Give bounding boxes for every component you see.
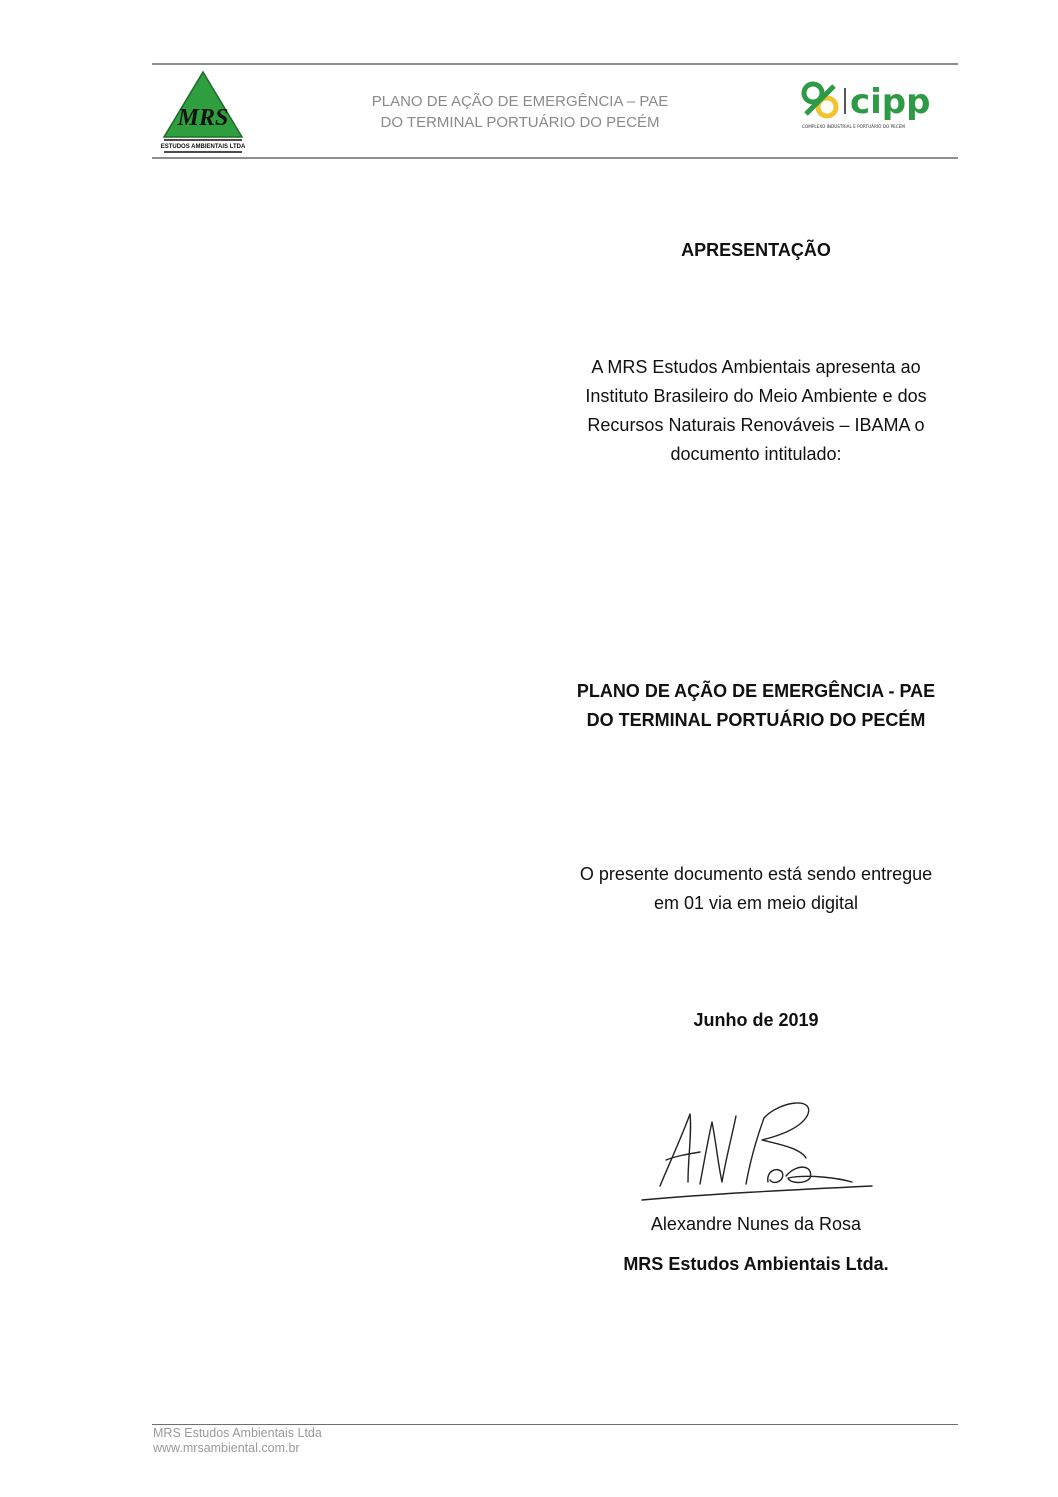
footer [153, 1426, 322, 1456]
header-title [330, 91, 710, 133]
delivery-line-1: O presente documento está sendo entregue [579, 864, 933, 884]
intro-line: Instituto Brasileiro do Meio Ambiente e dos [585, 386, 927, 406]
header-title-line-2: DO TERMINAL PORTUÁRIO DO PECÉM [380, 114, 660, 131]
intro-line: Recursos Naturais Renováveis – IBAMA o [587, 415, 925, 435]
intro-paragraph [556, 353, 956, 469]
document-title [540, 677, 972, 735]
document-title-line-1: PLANO DE AÇÃO DE EMERGÊNCIA - PAE [576, 681, 936, 701]
signer-name: Alexandre Nunes da Rosa [650, 1214, 862, 1234]
delivery-line-2: em 01 via em meio digital [653, 893, 859, 913]
header-top-rule [152, 63, 958, 65]
cipp-logo [800, 80, 948, 132]
handwritten-signature [638, 1092, 874, 1202]
footer-website: www.mrsambiental.com.br [153, 1441, 300, 1455]
document-title-line-2: DO TERMINAL PORTUÁRIO DO PECÉM [586, 710, 926, 730]
footer-rule [152, 1424, 958, 1425]
svg-text:ESTUDOS AMBIENTAIS LTDA: ESTUDOS AMBIENTAIS LTDA [160, 144, 246, 150]
header-title-line-1: PLANO DE AÇÃO DE EMERGÊNCIA – PAE [371, 93, 669, 110]
svg-text:COMPLEXO INDUSTRIAL E PORTUÁRI: COMPLEXO INDUSTRIAL E PORTUÁRIO DO PECÉM [802, 124, 905, 129]
intro-line: A MRS Estudos Ambientais apresenta ao [591, 357, 921, 377]
intro-line: documento intitulado: [670, 444, 842, 464]
header-bottom-rule [152, 157, 958, 159]
page-heading: APRESENTAÇÃO [681, 240, 831, 260]
company-name: MRS Estudos Ambientais Ltda. [623, 1254, 889, 1274]
document-date: Junho de 2019 [693, 1010, 819, 1030]
footer-company: MRS Estudos Ambientais Ltda [153, 1426, 322, 1440]
mrs-logo [160, 69, 246, 155]
delivery-note [540, 860, 972, 918]
svg-text:cipp: cipp [850, 82, 931, 122]
svg-text:MRS: MRS [177, 105, 229, 131]
